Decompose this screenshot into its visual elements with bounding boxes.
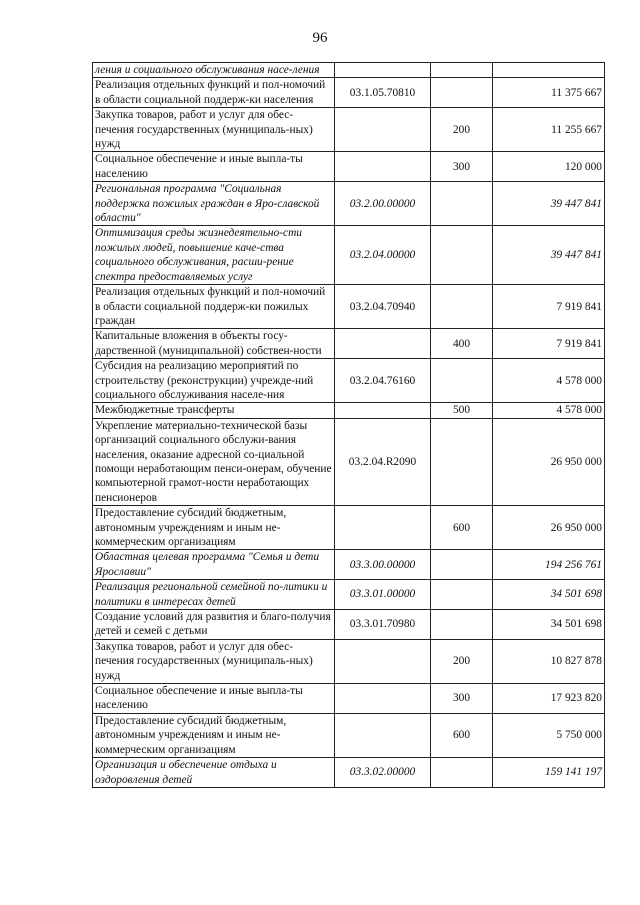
row-name-cell: Капитальные вложения в объекты госу-дарственной (муниципальной) собствен-ности bbox=[93, 329, 335, 359]
row-expense-type-cell bbox=[431, 285, 493, 329]
row-amount-cell: 4 578 000 bbox=[493, 403, 605, 418]
row-expense-type-cell: 500 bbox=[431, 403, 493, 418]
table-row bbox=[93, 63, 605, 78]
row-expense-type-cell: 400 bbox=[431, 329, 493, 359]
row-expense-type-cell bbox=[431, 610, 493, 640]
row-amount-cell: 5 750 000 bbox=[493, 713, 605, 757]
row-code-cell: 03.3.01.00000 bbox=[335, 580, 431, 610]
row-code-cell: 03.2.04.76160 bbox=[335, 359, 431, 403]
row-code-cell: 03.3.01.70980 bbox=[335, 610, 431, 640]
table-row bbox=[93, 359, 605, 403]
row-amount-cell: 11 375 667 bbox=[493, 78, 605, 108]
row-code-cell: 03.3.00.00000 bbox=[335, 550, 431, 580]
row-name-cell: Социальное обеспечение и иные выпла-ты населению bbox=[93, 684, 335, 714]
row-code-cell: 03.1.05.70810 bbox=[335, 78, 431, 108]
row-expense-type-cell bbox=[431, 182, 493, 226]
row-code-cell bbox=[335, 152, 431, 182]
table-row bbox=[93, 610, 605, 640]
row-expense-type-cell: 300 bbox=[431, 152, 493, 182]
row-expense-type-cell: 600 bbox=[431, 506, 493, 550]
row-amount-cell: 17 923 820 bbox=[493, 684, 605, 714]
row-amount-cell: 4 578 000 bbox=[493, 359, 605, 403]
row-name-cell: Реализация отдельных функций и пол-номочий в области социальной поддерж-ки населения bbox=[93, 78, 335, 108]
table-row bbox=[93, 182, 605, 226]
row-expense-type-cell bbox=[431, 359, 493, 403]
row-code-cell bbox=[335, 63, 431, 78]
row-name-cell: Предоставление субсидий бюджетным, автономным учреждениям и иным не-коммерческим организациям bbox=[93, 506, 335, 550]
row-code-cell bbox=[335, 329, 431, 359]
budget-table bbox=[92, 62, 605, 788]
row-amount-cell: 7 919 841 bbox=[493, 285, 605, 329]
table-row bbox=[93, 329, 605, 359]
row-amount-cell: 159 141 197 bbox=[493, 758, 605, 788]
row-name-cell: Областная целевая программа "Семья и дети Ярославии" bbox=[93, 550, 335, 580]
table-row bbox=[93, 758, 605, 788]
table-row bbox=[93, 418, 605, 505]
row-name-cell: Закупка товаров, работ и услуг для обес-печения государственных (муниципаль-ных) нужд bbox=[93, 108, 335, 152]
table-row bbox=[93, 152, 605, 182]
table-row bbox=[93, 550, 605, 580]
row-expense-type-cell: 300 bbox=[431, 684, 493, 714]
row-expense-type-cell: 600 bbox=[431, 713, 493, 757]
table-row bbox=[93, 713, 605, 757]
row-amount-cell: 11 255 667 bbox=[493, 108, 605, 152]
row-code-cell: 03.2.00.00000 bbox=[335, 182, 431, 226]
row-code-cell: 03.2.04.00000 bbox=[335, 226, 431, 285]
row-code-cell: 03.2.04.70940 bbox=[335, 285, 431, 329]
row-name-cell: Организация и обеспечение отдыха и оздоровления детей bbox=[93, 758, 335, 788]
row-expense-type-cell bbox=[431, 226, 493, 285]
row-name-cell: Субсидия на реализацию мероприятий по строительству (реконструкции) учрежде-ний социального обслуживания населе-ния bbox=[93, 359, 335, 403]
row-name-cell: Создание условий для развития и благо-получия детей и семей с детьми bbox=[93, 610, 335, 640]
table-row bbox=[93, 285, 605, 329]
row-name-cell: Межбюджетные трансферты bbox=[93, 403, 335, 418]
row-amount-cell: 194 256 761 bbox=[493, 550, 605, 580]
row-code-cell: 03.3.02.00000 bbox=[335, 758, 431, 788]
row-name-cell: ления и социального обслуживания насе-ления bbox=[93, 63, 335, 78]
table-row bbox=[93, 226, 605, 285]
row-amount-cell: 10 827 878 bbox=[493, 639, 605, 683]
table-row bbox=[93, 684, 605, 714]
table-row bbox=[93, 580, 605, 610]
row-name-cell: Социальное обеспечение и иные выпла-ты населению bbox=[93, 152, 335, 182]
table-row bbox=[93, 78, 605, 108]
row-amount-cell: 120 000 bbox=[493, 152, 605, 182]
row-amount-cell: 7 919 841 bbox=[493, 329, 605, 359]
row-code-cell bbox=[335, 403, 431, 418]
row-expense-type-cell bbox=[431, 78, 493, 108]
row-amount-cell: 34 501 698 bbox=[493, 580, 605, 610]
row-expense-type-cell bbox=[431, 758, 493, 788]
row-name-cell: Предоставление субсидий бюджетным, автономным учреждениям и иным не-коммерческим организациям bbox=[93, 713, 335, 757]
row-code-cell bbox=[335, 713, 431, 757]
row-name-cell: Оптимизация среды жизнедеятельно-сти пожилых людей, повышение каче-ства социального обслуживания, расши-рение спектра предоставляемых услуг bbox=[93, 226, 335, 285]
row-amount-cell: 39 447 841 bbox=[493, 226, 605, 285]
row-code-cell bbox=[335, 108, 431, 152]
row-amount-cell: 26 950 000 bbox=[493, 418, 605, 505]
row-expense-type-cell: 200 bbox=[431, 108, 493, 152]
row-expense-type-cell bbox=[431, 580, 493, 610]
row-expense-type-cell bbox=[431, 550, 493, 580]
row-expense-type-cell bbox=[431, 418, 493, 505]
row-code-cell bbox=[335, 506, 431, 550]
table-row bbox=[93, 639, 605, 683]
row-code-cell bbox=[335, 639, 431, 683]
row-amount-cell: 39 447 841 bbox=[493, 182, 605, 226]
row-code-cell: 03.2.04.R2090 bbox=[335, 418, 431, 505]
row-code-cell bbox=[335, 684, 431, 714]
budget-table-body bbox=[93, 63, 605, 788]
row-name-cell: Реализация региональной семейной по-литики и политики в интересах детей bbox=[93, 580, 335, 610]
row-amount-cell: 34 501 698 bbox=[493, 610, 605, 640]
row-name-cell: Закупка товаров, работ и услуг для обес-печения государственных (муниципаль-ных) нужд bbox=[93, 639, 335, 683]
row-amount-cell: 26 950 000 bbox=[493, 506, 605, 550]
table-row bbox=[93, 506, 605, 550]
page-number: 96 bbox=[312, 30, 328, 46]
row-amount-cell bbox=[493, 63, 605, 78]
table-row bbox=[93, 403, 605, 418]
row-name-cell: Реализация отдельных функций и пол-номочий в области социальной поддерж-ки пожилых граждан bbox=[93, 285, 335, 329]
row-expense-type-cell bbox=[431, 63, 493, 78]
table-row bbox=[93, 108, 605, 152]
row-expense-type-cell: 200 bbox=[431, 639, 493, 683]
row-name-cell: Укрепление материально-технической базы организаций социального обслужи-вания населения, оказание адресной со-циальной помощи неработающим пенси-онерам, обучение компьютерной грамот-ности неработающих пенсионеров bbox=[93, 418, 335, 505]
row-name-cell: Региональная программа "Социальная поддержка пожилых граждан в Яро-славской области" bbox=[93, 182, 335, 226]
